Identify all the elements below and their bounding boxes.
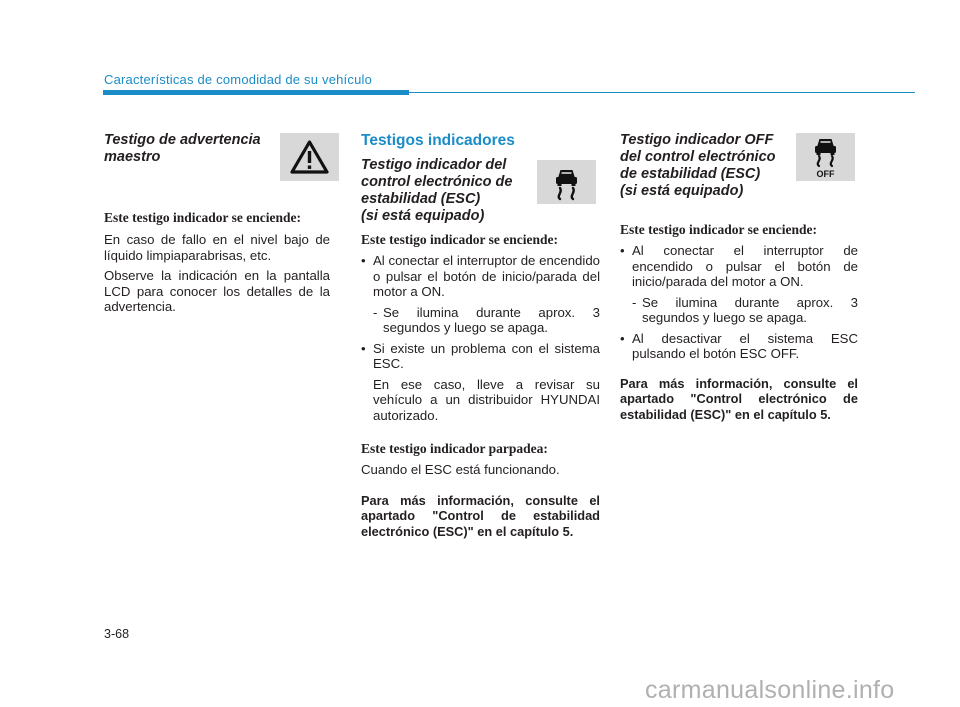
esc-bullet-1: • Al conectar el interruptor de encendido o pulsar el botón de inicio/parada del motor a ON. — [361, 253, 600, 300]
master-warning-icon-box — [280, 133, 339, 181]
esc-note: Para más información, consulte el apartado "Control de estabilidad electrónico (ESC)" en el capítulo 5. — [361, 492, 600, 539]
esc-off-subheading: Este testigo indicador se enciende: — [620, 222, 817, 237]
header-line — [409, 92, 915, 93]
esc-off-icon-box — [796, 133, 855, 181]
esc-bullet-2: • Si existe un problema con el sistema ESC. — [361, 341, 600, 372]
esc-subheading-1: Este testigo indicador se enciende: — [361, 232, 558, 247]
esc-skid-car-icon — [537, 160, 596, 204]
esc-heading-line-3: estabilidad (ESC) — [361, 191, 481, 207]
esc-heading-line-2: control electrónico de — [361, 174, 513, 190]
esc-off-note: Para más información, consulte el apartado "Control electrónico de estabilidad (ESC)" en el capítulo 5. — [620, 375, 858, 422]
esc-off-heading-line-4: (si está equipado) — [620, 183, 744, 199]
watermark: carmanualsonline.info — [645, 676, 895, 704]
warning-triangle-icon — [280, 133, 339, 181]
esc-off-heading-line-2: del control electrónico — [620, 149, 776, 165]
esc-heading-line-1: Testigo indicador del — [361, 157, 507, 173]
esc-icon-box — [537, 160, 596, 204]
page-number: 3-68 — [104, 627, 130, 641]
master-warning-heading: Testigo de advertencia maestro — [104, 132, 261, 165]
esc-off-heading-line-3: de estabilidad (ESC) — [620, 166, 761, 182]
esc-dash-1: - Se ilumina durante aprox. 3 segundos y luego se apaga. — [373, 304, 600, 335]
section-title: Testigos indicadores — [361, 132, 515, 149]
master-warning-para-1: En caso de fallo en el nivel bajo de líquido limpiaparabrisas, etc. — [104, 232, 330, 263]
esc-off-dash-1: - Se ilumina durante aprox. 3 segundos y luego se apaga. — [632, 294, 858, 325]
esc-off-heading-line-1: Testigo indicador OFF — [620, 132, 774, 148]
header-title: Características de comodidad de su vehículo — [104, 72, 373, 87]
esc-para: Cuando el ESC está funcionando. — [361, 462, 560, 477]
esc-dash-1-text: Se ilumina durante aprox. 3 segundos y luego se apaga. — [383, 304, 600, 335]
esc-off-icon — [796, 133, 855, 181]
esc-off-dash-1-text: Se ilumina durante aprox. 3 segundos y luego se apaga. — [642, 294, 858, 325]
esc-off-bullet-1: • Al conectar el interruptor de encendido o pulsar el botón de inicio/parada del motor a ON. — [620, 243, 858, 290]
esc-off-icon-text: OFF — [816, 169, 835, 179]
esc-bullet-2-cont: En ese caso, lleve a revisar su vehículo a un distribuidor HYUNDAI autorizado. — [373, 376, 600, 423]
header-bar — [103, 90, 409, 95]
esc-subheading-2: Este testigo indicador parpadea: — [361, 441, 548, 456]
esc-heading-line-4: (si está equipado) — [361, 208, 485, 224]
esc-off-bullet-2: • Al desactivar el sistema ESC pulsando el botón ESC OFF. — [620, 331, 858, 362]
master-warning-subheading: Este testigo indicador se enciende: — [104, 210, 301, 225]
master-warning-para-2: Observe la indicación en la pantalla LCD para conocer los detalles de la advertencia. — [104, 268, 330, 314]
